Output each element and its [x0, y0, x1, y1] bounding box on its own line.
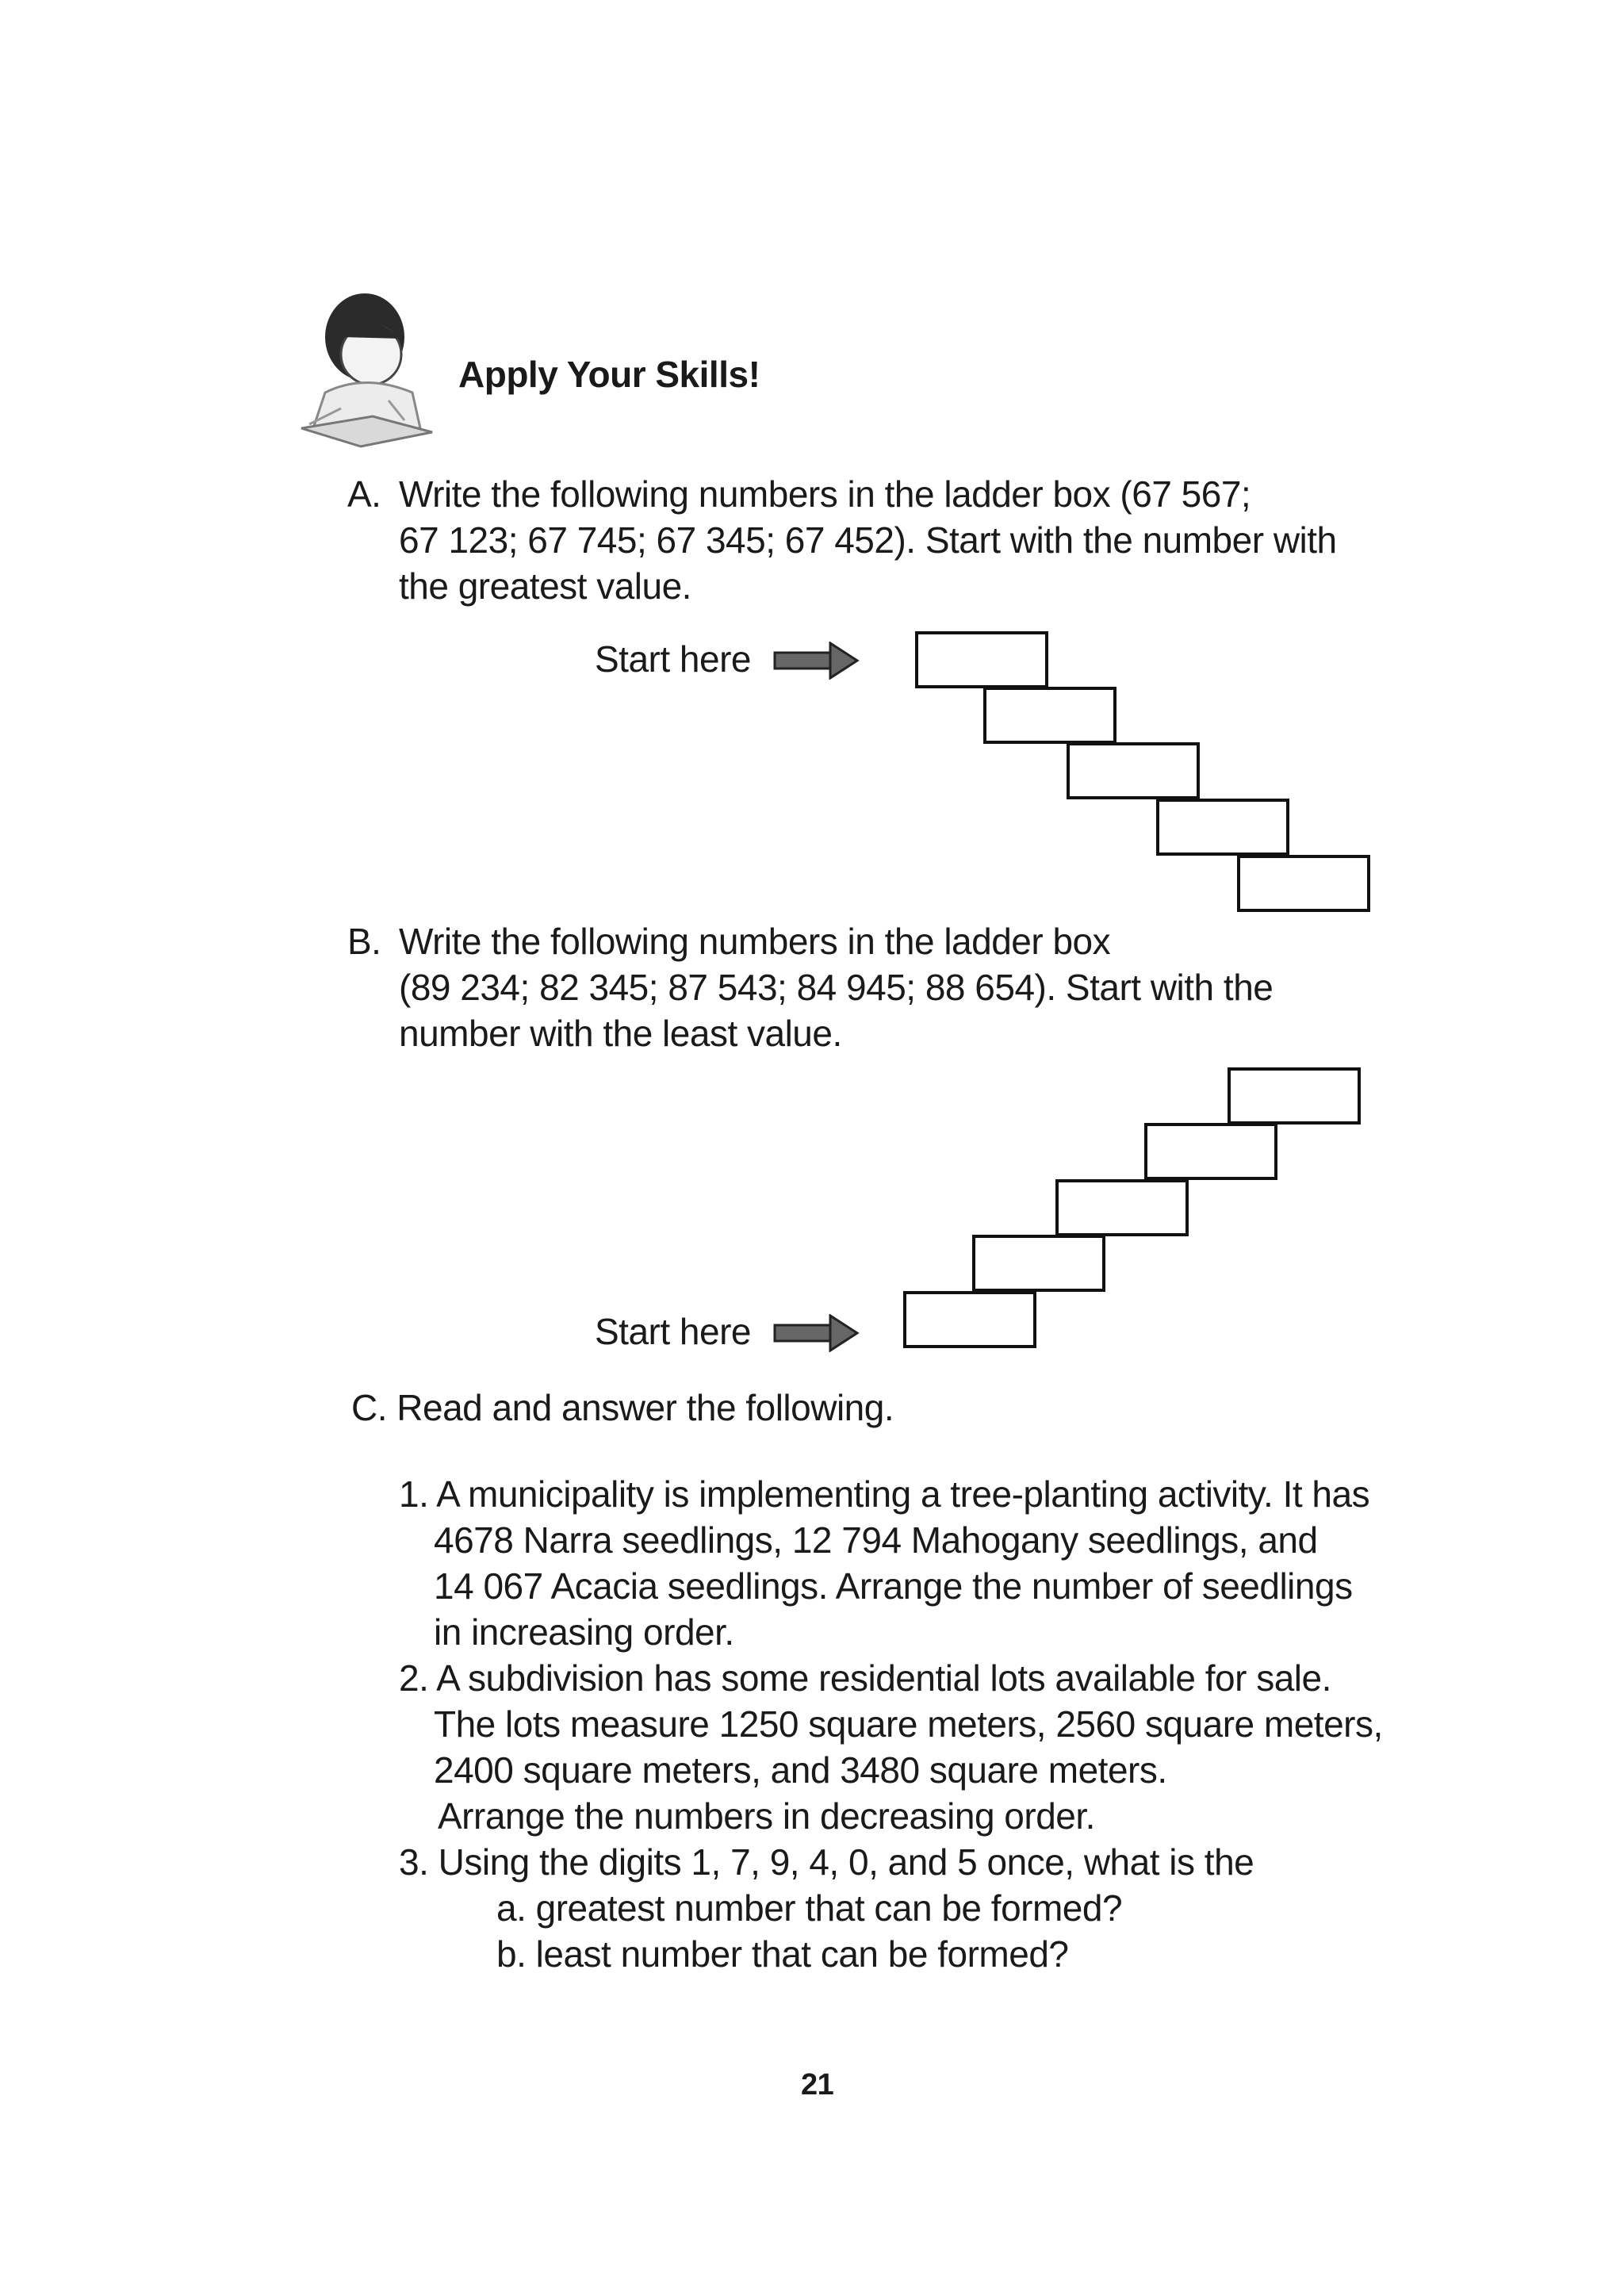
question-2-line-3: 2400 square meters, and 3480 square meters. — [434, 1749, 1167, 1791]
question-3-a: a. greatest number that can be formed? — [496, 1887, 1123, 1929]
section-a-start-label: Start here — [595, 638, 751, 680]
ladder-box-b-5[interactable] — [1228, 1067, 1361, 1125]
question-3-b: b. least number that can be formed? — [496, 1933, 1069, 1975]
question-3-intro: 3. Using the digits 1, 7, 9, 4, 0, and 5 once, what is the — [399, 1841, 1254, 1883]
ladder-box-a-2[interactable] — [983, 687, 1116, 744]
student-reading-icon — [293, 289, 436, 448]
ladder-box-a-1[interactable] — [915, 631, 1048, 688]
ladder-box-b-3[interactable] — [1055, 1179, 1189, 1236]
ladder-box-a-4[interactable] — [1156, 799, 1289, 856]
section-a-line-2: 67 123; 67 745; 67 345; 67 452). Start with the number with — [399, 519, 1337, 561]
section-a-line-1: Write the following numbers in the ladder box (67 567; — [399, 473, 1251, 515]
ladder-box-b-4[interactable] — [1144, 1123, 1277, 1180]
section-b-start-label: Start here — [595, 1311, 751, 1352]
right-arrow-icon — [773, 642, 860, 680]
question-1-line-2: 4678 Narra seedlings, 12 794 Mahogany seedlings, and — [434, 1519, 1318, 1561]
section-title: Apply Your Skills! — [458, 354, 760, 395]
section-a-line-3: the greatest value. — [399, 565, 691, 607]
section-b-line-2: (89 234; 82 345; 87 543; 84 945; 88 654). Start with the — [399, 967, 1274, 1008]
section-b-line-3: number with the least value. — [399, 1013, 842, 1054]
section-b-letter: B. — [347, 921, 381, 962]
ladder-box-a-5[interactable] — [1237, 855, 1370, 912]
question-1-line-3: 14 067 Acacia seedlings. Arrange the number of seedlings — [434, 1565, 1353, 1607]
right-arrow-icon — [773, 1314, 860, 1352]
ladder-box-b-1[interactable] — [903, 1291, 1036, 1348]
question-2-line-1: 2. A subdivision has some residential lots available for sale. — [399, 1657, 1331, 1699]
question-1-line-1: 1. A municipality is implementing a tree-planting activity. It has — [399, 1473, 1370, 1515]
ladder-box-a-3[interactable] — [1067, 742, 1200, 799]
section-c-title: C. Read and answer the following. — [351, 1387, 894, 1428]
question-2-line-4: Arrange the numbers in decreasing order. — [438, 1795, 1095, 1837]
question-2-line-2: The lots measure 1250 square meters, 2560 square meters, — [434, 1703, 1383, 1745]
page-number: 21 — [801, 2068, 834, 2102]
ladder-box-b-2[interactable] — [972, 1235, 1105, 1292]
section-a-letter: A. — [347, 473, 381, 515]
question-1-line-4: in increasing order. — [434, 1611, 734, 1653]
section-b-line-1: Write the following numbers in the ladder box — [399, 921, 1111, 962]
